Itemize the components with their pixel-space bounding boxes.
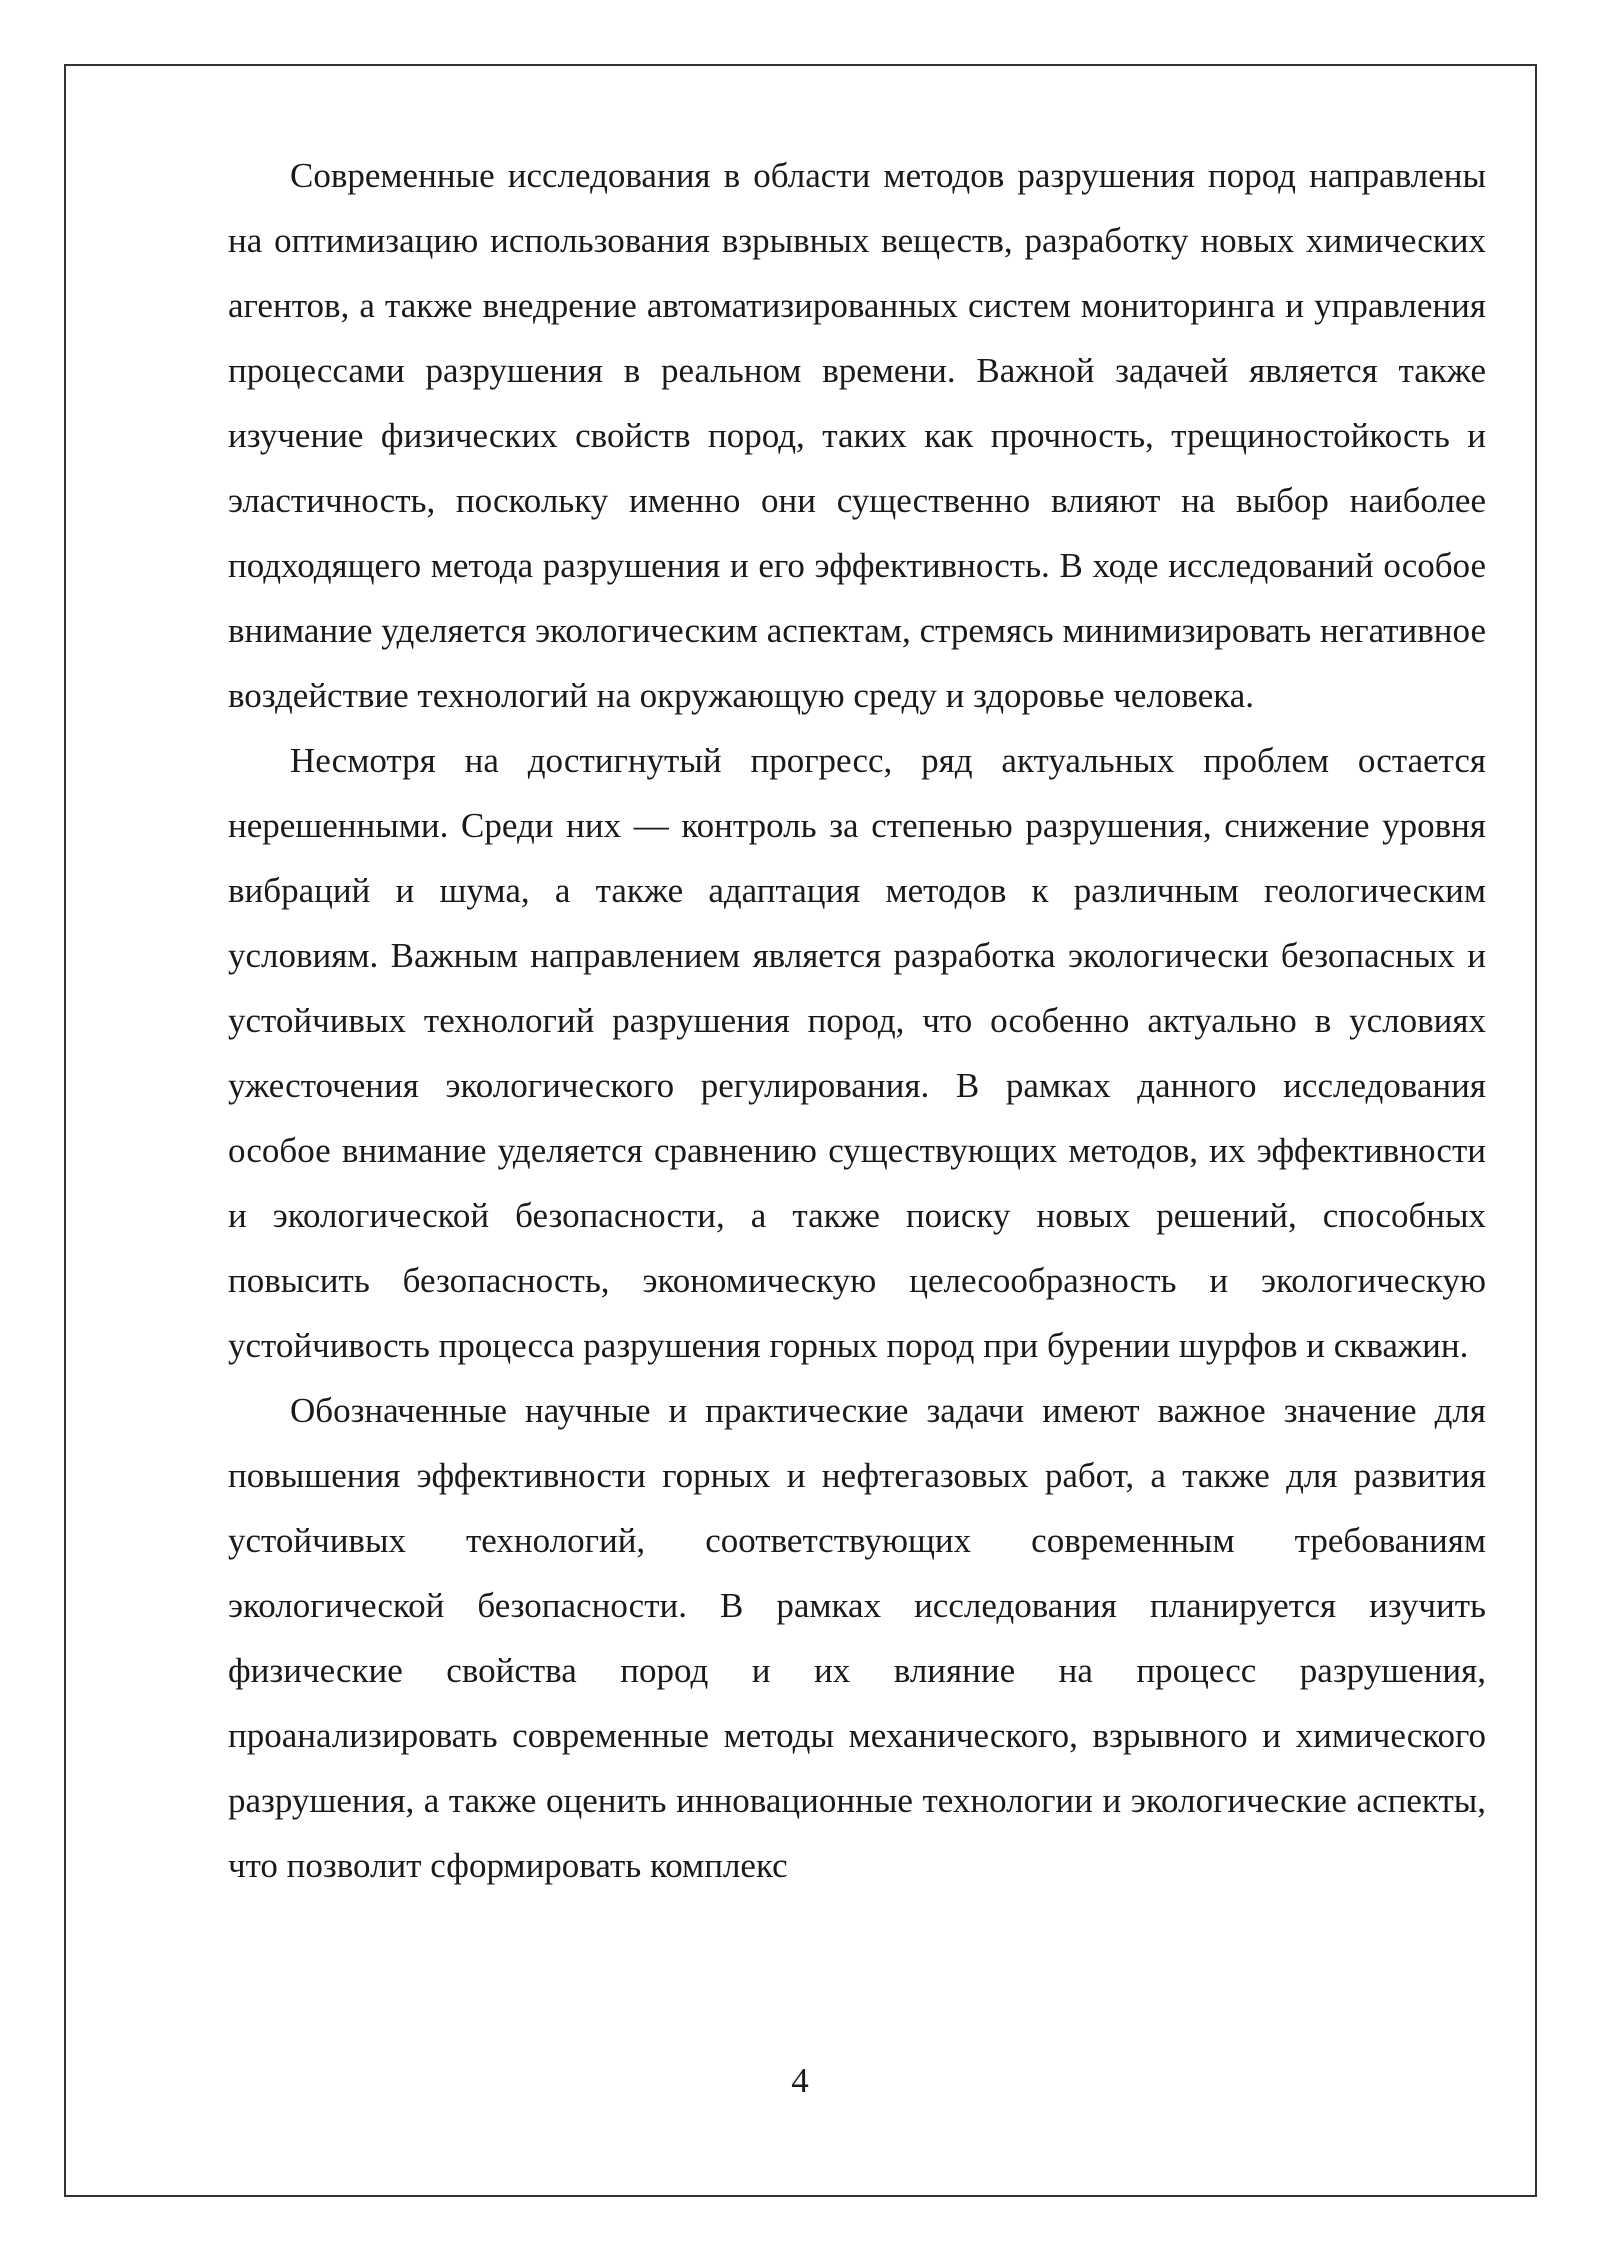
paragraph-3: Обозначенные научные и практические задачи имеют важное значение для повышения эффективности горных и нефтегазовых работ, а также для развития устойчивых технологий, соответствующих современным требованиям экологической безопасности. В рамках исследования планируется изучить физические свойства пород и их влияние на процесс разрушения, проанализировать современные методы механического, взрывного и химического разрушения, а также оценить инновационные технологии и экологические аспекты, что позволит сформировать комплекс — [228, 1391, 1486, 1885]
paragraph-1: Современные исследования в области методов разрушения пород направлены на оптимизацию использования взрывных веществ, разработку новых химических агентов, а также внедрение автоматизированных систем мониторинга и управления процессами разрушения в реальном времени. Важной задачей является также изучение физических свойств пород, таких как прочность, трещиностойкость и эластичность, поскольку именно они существенно влияют на выбор наиболее подходящего метода разрушения и его эффективность. В ходе исследований особое внимание уделяется экологическим аспектам, стремясь минимизировать негативное воздействие технологий на окружающую среду и здоровье человека. — [228, 156, 1486, 715]
body-text — [228, 143, 1486, 1898]
page-number: 4 — [791, 2061, 809, 2100]
paragraph-2: Несмотря на достигнутый прогресс, ряд актуальных проблем остается нерешенными. Среди них — контроль за степенью разрушения, снижение уровня вибраций и шума, а также адаптация методов к различным геологическим условиям. Важным направлением является разработка экологически безопасных и устойчивых технологий разрушения пород, что особенно актуально в условиях ужесточения экологического регулирования. В рамках данного исследования особое внимание уделяется сравнению существующих методов, их эффективности и экологической безопасности, а также поиску новых решений, способных повысить безопасность, экономическую целесообразность и экологическую устойчивость процесса разрушения горных пород при бурении шурфов и скважин. — [228, 741, 1486, 1365]
